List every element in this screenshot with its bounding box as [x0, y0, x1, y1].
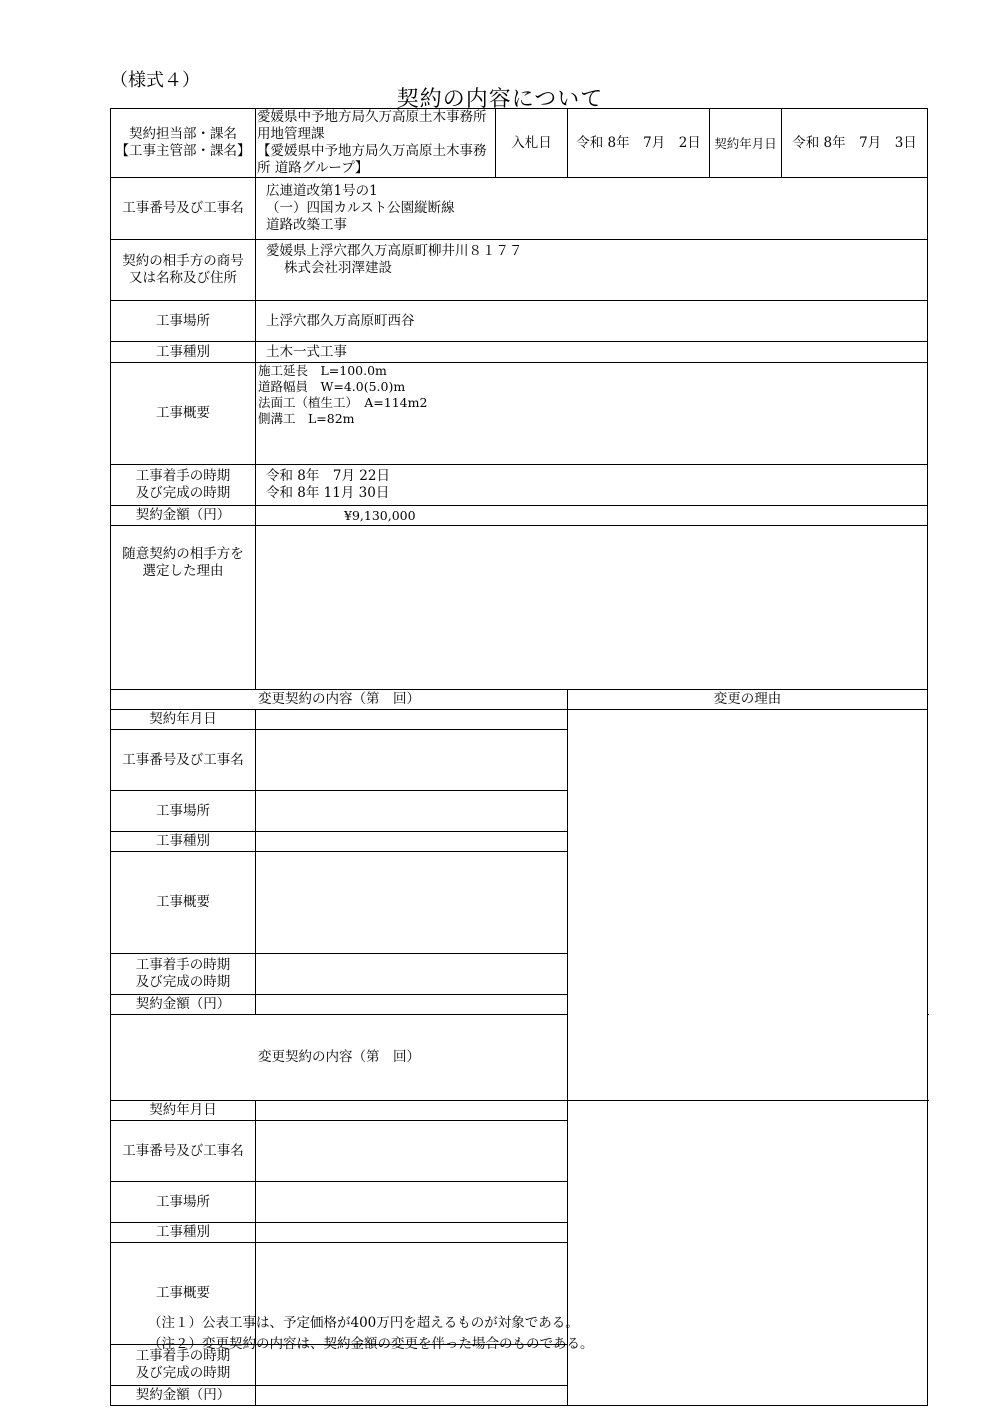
change1-summary-value [256, 852, 568, 954]
change2-period-label: 工事着手の時期 及び完成の時期 [111, 1345, 256, 1386]
change1-type-label: 工事種別 [111, 832, 256, 852]
change1-reason-value [568, 710, 928, 1101]
work-name-value: 広連道改第1号の1 （一）四国カルスト公園縦断線 道路改築工事 [256, 178, 928, 240]
reason-label: 随意契約の相手方を 選定した理由 [111, 526, 256, 690]
summary-label: 工事概要 [111, 363, 256, 465]
document-title: 契約の内容について [396, 87, 604, 112]
change2-amount-value [256, 1386, 568, 1406]
change1-location-value [256, 791, 568, 832]
change1-amount-value [256, 995, 568, 1015]
change2-row-date [111, 1101, 928, 1121]
form-code: （様式４） [110, 70, 200, 91]
row-department [111, 109, 928, 178]
row-type [111, 342, 928, 363]
change1-header-row [111, 690, 928, 710]
bid-date-value: 令和 8年 7月 2日 [568, 109, 710, 178]
contract-table [110, 108, 928, 1406]
change2-summary-label: 工事概要 [111, 1243, 256, 1345]
reason-value [256, 526, 928, 690]
change2-date-label: 契約年月日 [111, 1101, 256, 1121]
party-label: 契約の相手方の商号 又は名称及び住所 [111, 240, 256, 301]
department-value: 愛媛県中予地方局久万高原土木事務所 用地管理課 【愛媛県中予地方局久万高原土木事務所 道路グループ】 [256, 109, 496, 178]
footnote-2: （注２）変更契約の内容は、契約金額の変更を伴った場合のものである。 [148, 1336, 594, 1352]
change1-work-name-label: 工事番号及び工事名 [111, 730, 256, 791]
department-label: 契約担当部・課名 【工事主管部・課名】 [111, 109, 256, 178]
change1-date-value [256, 710, 568, 730]
type-value: 土木一式工事 [256, 342, 928, 363]
change1-period-label: 工事着手の時期 及び完成の時期 [111, 954, 256, 995]
change1-amount-label: 契約金額（円） [111, 995, 256, 1015]
change1-work-name-value [256, 730, 568, 791]
change2-type-value [256, 1223, 568, 1243]
work-name-label: 工事番号及び工事名 [111, 178, 256, 240]
row-location [111, 301, 928, 342]
type-label: 工事種別 [111, 342, 256, 363]
change2-location-label: 工事場所 [111, 1182, 256, 1223]
party-value: 愛媛県上浮穴郡久万高原町柳井川８１７７ 株式会社羽澤建設 [256, 240, 928, 301]
footnote-1: （注１）公表工事は、予定価格が400万円を超えるものが対象である。 [148, 1315, 579, 1331]
change2-type-label: 工事種別 [111, 1223, 256, 1243]
change1-period-value [256, 954, 568, 995]
amount-value: ¥9,130,000 [256, 506, 928, 526]
change1-row-date [111, 710, 928, 730]
change2-work-name-value [256, 1121, 568, 1182]
footnotes [148, 1313, 594, 1355]
contract-date-value: 令和 8年 7月 3日 [782, 109, 928, 178]
contract-date-label: 契約年月日 [710, 109, 782, 178]
summary-value: 施工延長 L=100.0m 道路幅員 W=4.0(5.0)m 法面工（植生工） A=114m2 側溝工 L=82m [256, 363, 928, 465]
change2-date-value [256, 1101, 568, 1121]
period-label: 工事着手の時期 及び完成の時期 [111, 465, 256, 506]
amount-label: 契約金額（円） [111, 506, 256, 526]
change1-summary-label: 工事概要 [111, 852, 256, 954]
row-work-name [111, 178, 928, 240]
row-party [111, 240, 928, 301]
change2-location-value [256, 1182, 568, 1223]
change1-header: 変更契約の内容（第 回） [111, 690, 568, 710]
location-value: 上浮穴郡久万高原町西谷 [256, 301, 928, 342]
change2-header: 変更契約の内容（第 回） [111, 1015, 568, 1101]
change1-reason-header: 変更の理由 [568, 690, 928, 710]
change2-amount-label: 契約金額（円） [111, 1386, 256, 1406]
row-amount [111, 506, 928, 526]
period-value: 令和 8年 7月 22日 令和 8年 11月 30日 [256, 465, 928, 506]
change1-location-label: 工事場所 [111, 791, 256, 832]
change2-reason-value [568, 1101, 928, 1406]
change1-type-value [256, 832, 568, 852]
bid-date-label: 入札日 [496, 109, 568, 178]
row-reason [111, 526, 928, 690]
change2-work-name-label: 工事番号及び工事名 [111, 1121, 256, 1182]
location-label: 工事場所 [111, 301, 256, 342]
row-period [111, 465, 928, 506]
row-summary [111, 363, 928, 465]
change1-date-label: 契約年月日 [111, 710, 256, 730]
